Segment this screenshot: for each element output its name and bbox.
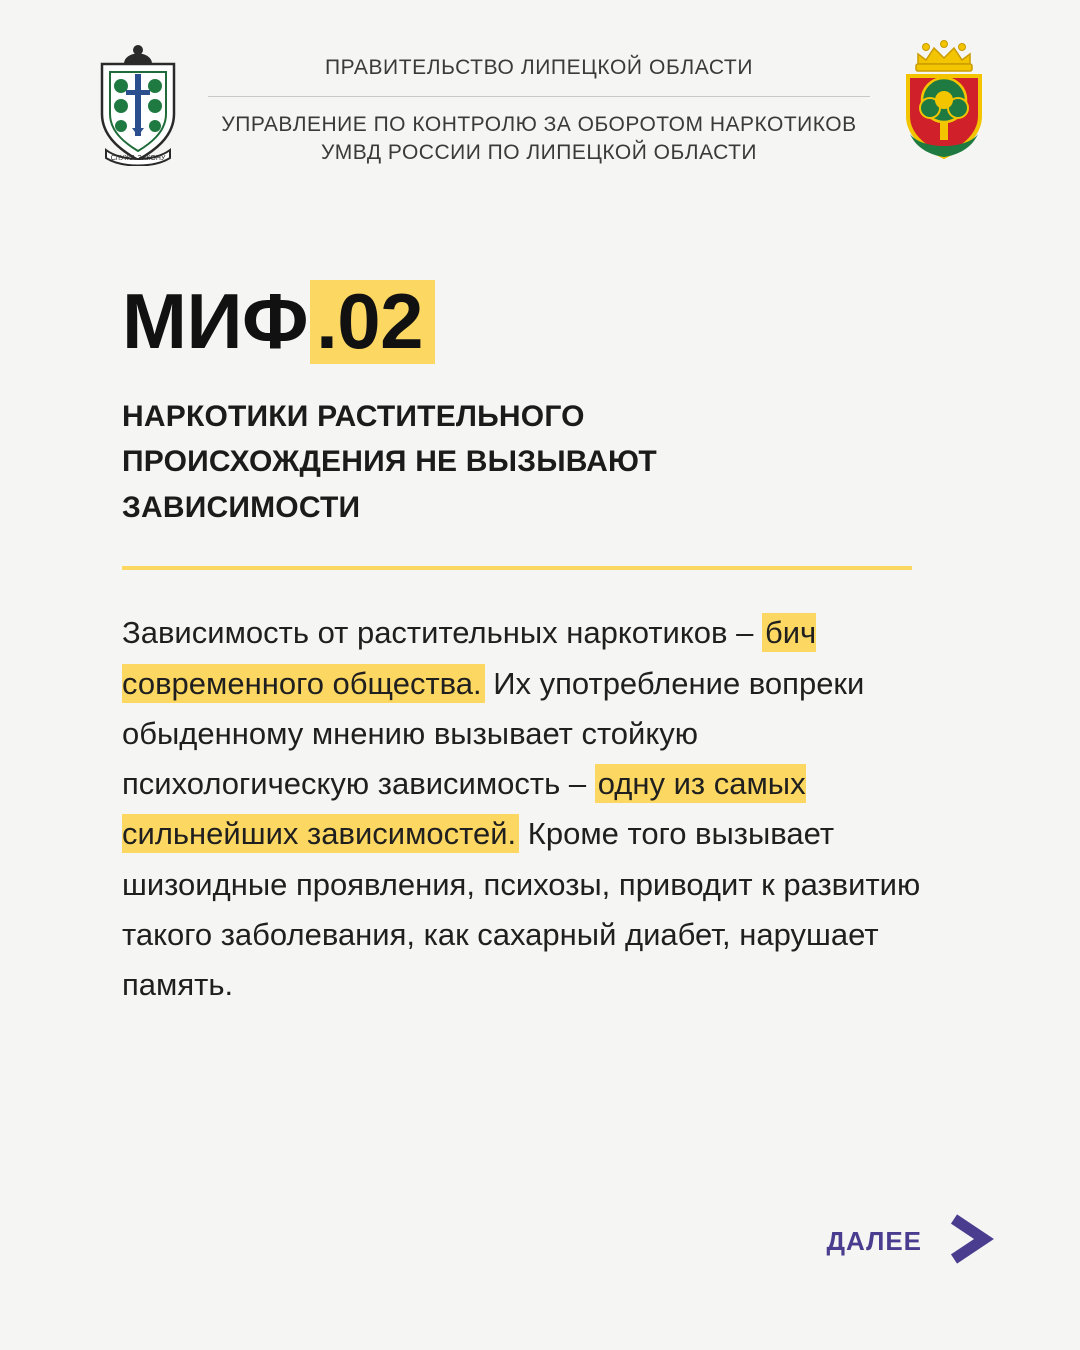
next-slide-control[interactable] xyxy=(826,1211,996,1272)
lipetsk-coat-of-arms-icon xyxy=(892,38,996,162)
page-header xyxy=(0,0,1080,168)
department-title-line-1: УПРАВЛЕНИЕ ПО КОНТРОЛЮ ЗА ОБОРОТОМ НАРКОТИКОВ xyxy=(221,113,857,136)
government-title: ПРАВИТЕЛЬСТВО ЛИПЕЦКОЙ ОБЛАСТИ xyxy=(324,56,754,79)
header-text-block xyxy=(196,38,882,168)
body-paragraph-2-highlight: одну из самых сильнейших зависимостей. xyxy=(122,766,806,852)
mvd-emblem-icon xyxy=(90,38,186,166)
page-title-number: .02 xyxy=(310,280,435,364)
chevron-right-icon[interactable] xyxy=(944,1211,996,1272)
body-paragraph-2-tail: Кроме того вызывает шизоидные проявления, психозы, приводит к развитию такого заболевания, как сахарный диабет, нарушает память. xyxy=(122,816,921,1002)
body-paragraph-1-text: Зависимость от растительных наркотиков – xyxy=(122,615,762,651)
body-paragraph-1-highlight: бич современного общества. xyxy=(122,615,817,701)
next-label: ДАЛЕЕ xyxy=(826,1226,922,1256)
svg-text:СЛУЖА ЗАКОНУ: СЛУЖА ЗАКОНУ xyxy=(110,155,166,162)
page-title-word: МИФ xyxy=(122,276,309,365)
page-title xyxy=(122,276,1000,365)
main-content xyxy=(0,168,1080,1011)
title-underline-rule xyxy=(122,566,912,570)
body-paragraph-2-text: Их употребление вопреки обыденному мнению вызывает стойкую психологическую зависимость – xyxy=(122,665,865,802)
header-divider xyxy=(208,96,870,97)
department-title-line-2: УМВД РОССИИ ПО ЛИПЕЦКОЙ ОБЛАСТИ xyxy=(320,141,758,165)
page-subtitle: НАРКОТИКИ РАСТИТЕЛЬНОГО ПРОИСХОЖДЕНИЯ НЕ ВЫЗЫВАЮТ ЗАВИСИМОСТИ xyxy=(122,399,657,524)
body-text xyxy=(122,608,942,1010)
